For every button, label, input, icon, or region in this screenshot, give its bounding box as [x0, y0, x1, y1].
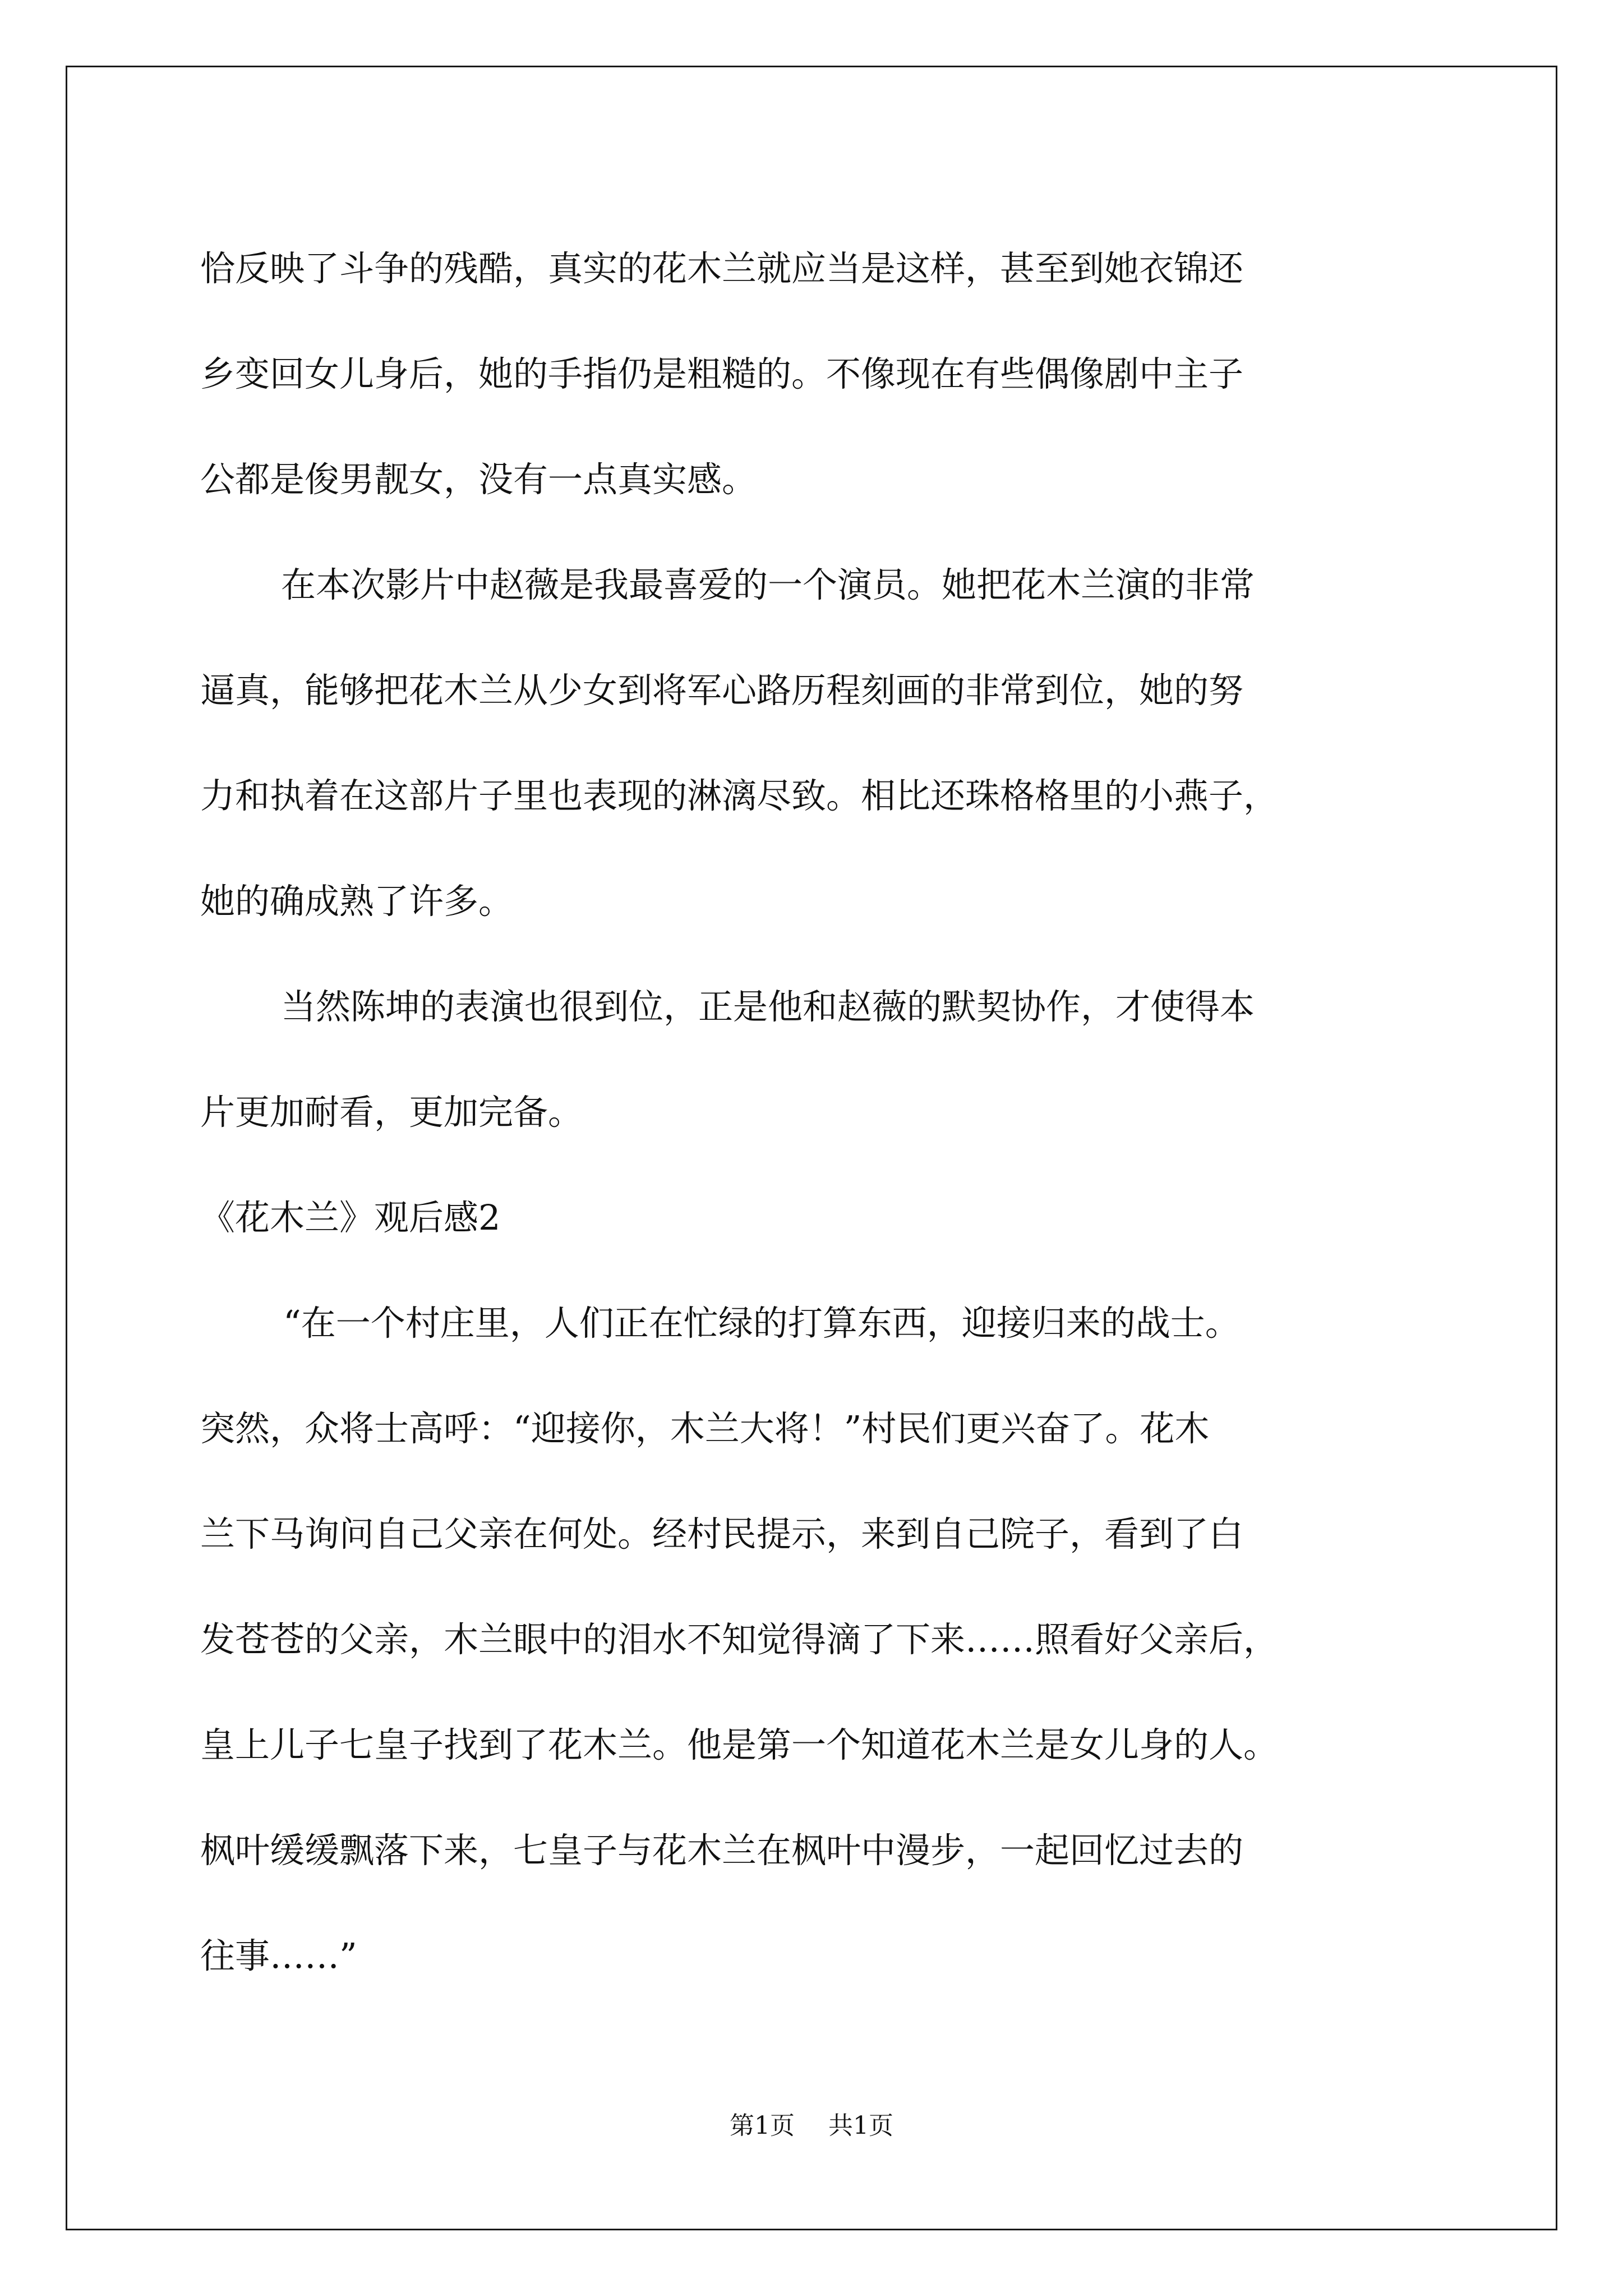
text-line: 皇上儿子七皇子找到了花木兰。他是第一个知道花木兰是女儿身的人。 [200, 1724, 1279, 1765]
text-line: 枫叶缓缓飘落下来，七皇子与花木兰在枫叶中漫步，一起回忆过去的 [200, 1830, 1244, 1871]
text-line: “在一个村庄里，人们正在忙绿的打算东西，迎接归来的战士。 [283, 1303, 1240, 1343]
text-line: 兰下马询问自己父亲在何处。经村民提示，来到自己院子，看到了白 [200, 1513, 1244, 1554]
text-line: 恰反映了斗争的残酷，真实的花木兰就应当是这样，甚至到她衣锦还 [200, 248, 1244, 289]
paragraph [200, 1271, 1434, 2009]
text-line: 往事……” [200, 1935, 357, 1976]
text-line: 当然陈坤的表演也很到位，正是他和赵薇的默契协作，才使得本 [281, 986, 1255, 1027]
page-footer [0, 2109, 1623, 2143]
text-line: 乡变回女儿身后，她的手指仍是粗糙的。不像现在有些偶像剧中主子 [200, 353, 1244, 394]
text-line: 力和执着在这部片子里也表现的淋漓尽致。相比还珠格格里的小燕子， [200, 775, 1279, 816]
text-line: 片更加耐看，更加完备。 [200, 1092, 583, 1133]
text-line: 发苍苍的父亲，木兰眼中的泪水不知觉得滴了下来……照看好父亲后， [200, 1619, 1279, 1660]
text-line: 公都是俊男靓女，没有一点真实感。 [200, 459, 757, 500]
paragraph [200, 954, 1434, 1165]
section-heading: 《花木兰》观后感2 [200, 1197, 501, 1238]
text-line: 在本次影片中赵薇是我最喜爱的一个演员。她把花木兰演的非常 [281, 564, 1255, 605]
text-line: 突然，众将士高呼：“迎接你，木兰大将！”村民们更兴奋了。花木 [200, 1408, 1210, 1449]
text-line: 逼真，能够把花木兰从少女到将军心路历程刻画的非常到位，她的努 [200, 670, 1244, 711]
paragraph [200, 216, 1434, 532]
paragraph [200, 532, 1434, 954]
document-body [200, 216, 1434, 2009]
text-line: 她的确成熟了许多。 [200, 881, 514, 922]
page-number: 第1页 [730, 2111, 795, 2140]
page-total: 共1页 [828, 2111, 893, 2140]
